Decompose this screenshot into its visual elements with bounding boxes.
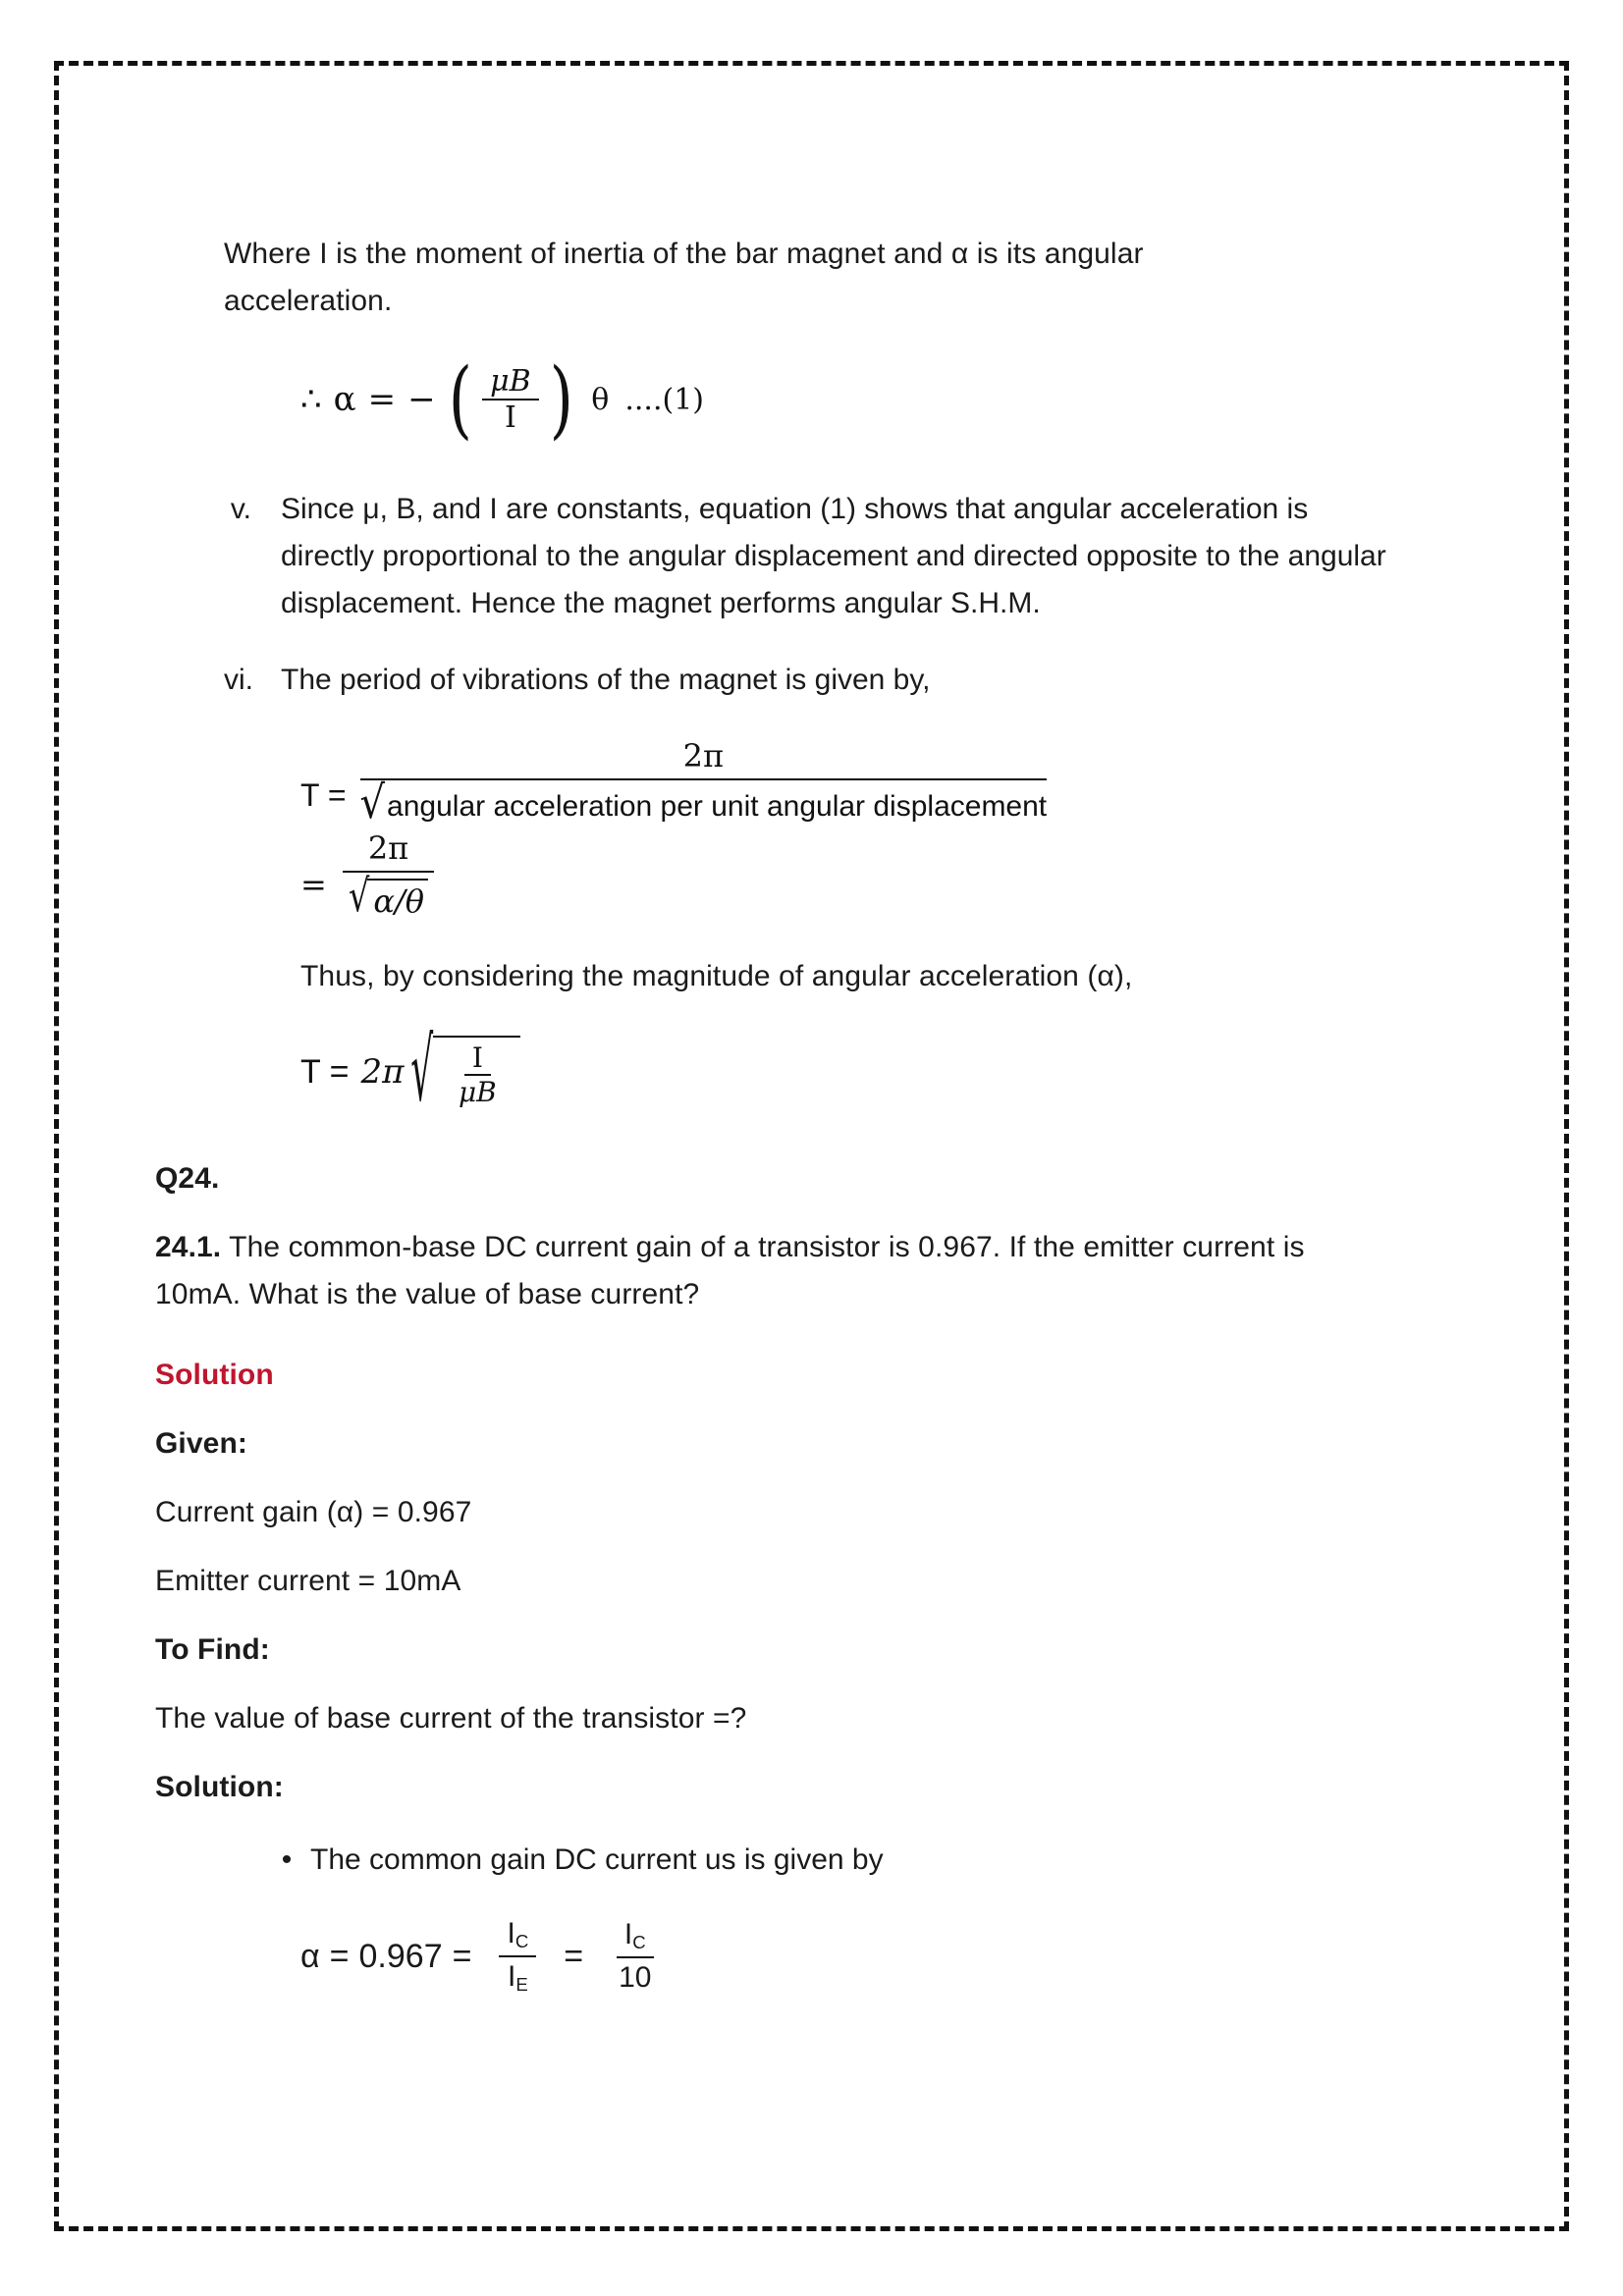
period-second-fraction — [343, 829, 434, 920]
list-marker-vi: vi. — [224, 664, 253, 696]
final-lhs: T = — [300, 1052, 350, 1091]
equation-alpha — [300, 349, 1392, 449]
question-number: 24.1. — [155, 1231, 222, 1263]
ratio-numerator-1: $I_C$ — [499, 1917, 536, 1957]
given-item-emitter-current: Emitter current = 10mA — [155, 1565, 461, 1597]
page-content — [155, 231, 1392, 1996]
given-heading: Given: — [155, 1427, 247, 1460]
equals-sign: = — [367, 380, 397, 419]
equation-tag: ....(1) — [624, 382, 704, 417]
tofind-heading: To Find: — [155, 1633, 270, 1666]
final-radicand — [433, 1036, 520, 1108]
minus-sign: − — [407, 380, 436, 419]
final-fraction — [451, 1041, 505, 1108]
period-denominator-text: angular acceleration per unit angular displacement — [387, 790, 1048, 823]
radical-sign-2: √ — [348, 870, 370, 922]
ratio-value: 0.967 — [358, 1937, 443, 1975]
list-text-vi: The period of vibrations of the magnet is given by, — [281, 664, 931, 696]
period-lhs: T = — [300, 776, 347, 813]
solution-heading: Solution: — [155, 1771, 284, 1803]
intro-line-2: acceleration. — [224, 285, 393, 317]
equation-alpha-ratio — [300, 1917, 1392, 1996]
period-denominator — [359, 776, 1048, 829]
period-numerator: 2π — [360, 737, 1048, 780]
ratio-alpha: α — [300, 1937, 320, 1975]
question-heading: Q24. — [155, 1162, 220, 1195]
fraction-mu-b-over-i — [482, 364, 539, 435]
bullet-icon: • — [281, 1843, 293, 1876]
list-item-vi — [224, 657, 1392, 704]
solution-bullet-item — [263, 1837, 1392, 1884]
ratio-equals-1: = — [329, 1937, 350, 1975]
solution-label: Solution — [155, 1359, 274, 1391]
right-paren: ) — [549, 349, 573, 449]
theta-symbol: θ — [591, 382, 610, 417]
ratio-equals-3: = — [564, 1937, 584, 1975]
thus-line: Thus, by considering the magnitude of angular acceleration (α), — [300, 960, 1133, 992]
ratio-equals-2: = — [452, 1937, 472, 1975]
left-paren: ( — [448, 349, 472, 449]
period-second-equals: = — [300, 866, 327, 903]
equation-period-short — [300, 829, 1392, 920]
alpha-symbol: α — [333, 380, 356, 419]
ratio-denominator-1: $I_E$ — [507, 1960, 528, 1996]
period-second-denominator — [348, 870, 428, 922]
ratio-fraction-ic-ie — [499, 1917, 536, 1996]
therefore-symbol: ∴ — [300, 380, 322, 419]
period-second-radicand: α/θ — [367, 879, 428, 920]
list-text-v: Since μ, B, and I are constants, equation (1) shows that angular acceleration is directly proportional to the angular displacement and directed opposite to the angular displacement. Hence the magnet performs angular S.H.M. — [281, 493, 1386, 619]
radical-sign: √ — [359, 776, 386, 829]
ratio-denominator-2: 10 — [619, 1961, 652, 1995]
final-coefficient: 2π — [360, 1052, 405, 1092]
question-body — [155, 1224, 1319, 1318]
ratio-numerator-2: $I_C$ — [617, 1918, 654, 1958]
equation-period-final — [300, 1022, 1392, 1122]
ratio-fraction-ic-10 — [611, 1918, 659, 1995]
equation-period-long — [300, 737, 1392, 829]
period-fraction — [359, 737, 1048, 829]
list-marker-v: v. — [230, 493, 251, 525]
final-numerator: I — [464, 1041, 491, 1076]
radical-sign-3: √ — [410, 1022, 434, 1122]
list-item-v — [224, 486, 1392, 627]
intro-paragraph — [224, 231, 1392, 325]
tofind-text: The value of base current of the transistor =? — [155, 1702, 747, 1735]
intro-line-1: Where I is the moment of inertia of the bar magnet and α is its angular — [224, 238, 1144, 270]
fraction-denominator: I — [505, 400, 516, 435]
period-second-numerator: 2π — [343, 829, 434, 873]
solution-bullet-text: The common gain DC current us is given by — [310, 1843, 884, 1876]
question-text: The common-base DC current gain of a transistor is 0.967. If the emitter current is 10mA. What is the value of base current? — [155, 1231, 1305, 1310]
final-denominator: μB — [458, 1076, 497, 1108]
fraction-numerator: μB — [482, 364, 539, 400]
given-item-current-gain: Current gain (α) = 0.967 — [155, 1496, 472, 1528]
